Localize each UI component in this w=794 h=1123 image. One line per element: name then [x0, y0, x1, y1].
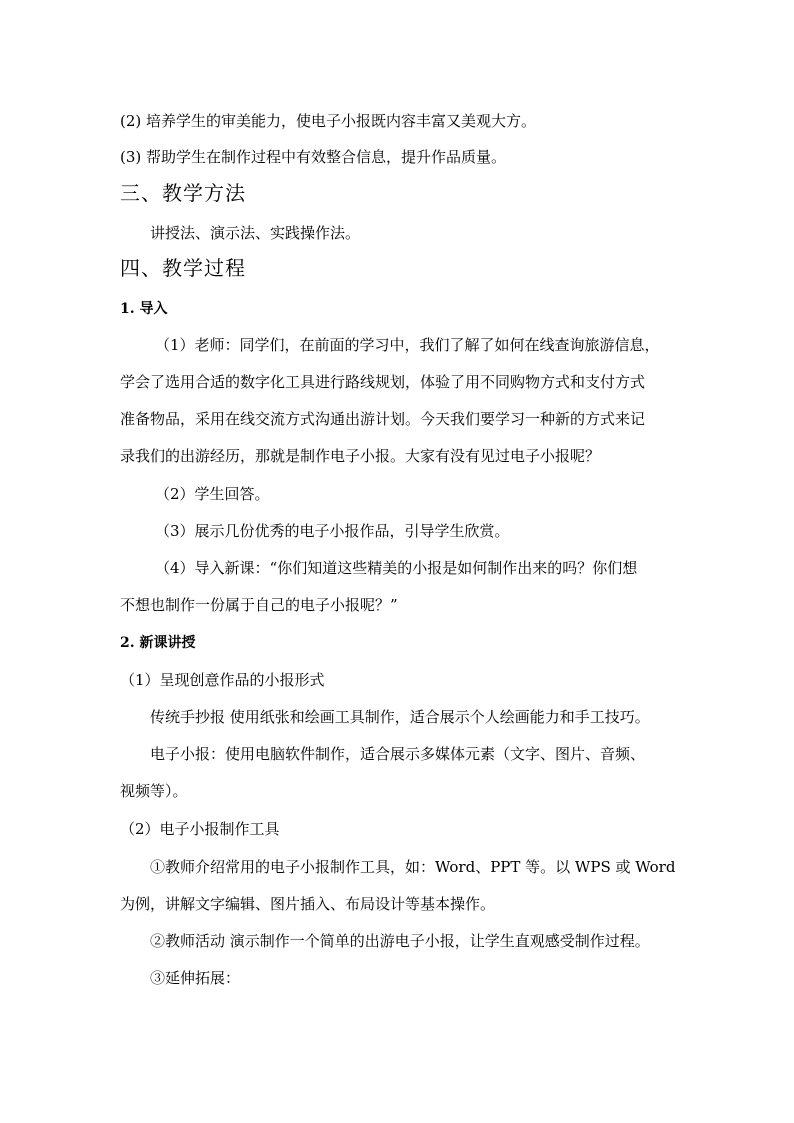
heading-teaching-methods: 三、教学方法	[120, 181, 246, 205]
objective-2: (2) 培养学生的审美能力，使电子小报既内容丰富又美观大方。	[120, 112, 537, 130]
intro-step-3: （3）展示几份优秀的电子小报作品，引导学生欣赏。	[155, 522, 510, 540]
electronic-newspaper-text: 电子小报：使用电脑软件制作，适合展示多媒体元素（文字、图片、音频、	[150, 745, 646, 763]
heading-teaching-process: 四、教学过程	[120, 256, 246, 280]
intro-paragraph-line: 准备物品，采用在线交流方式沟通出游计划。今天我们要学习一种新的方式来记	[120, 410, 646, 428]
handwritten-newspaper-text: 传统手抄报 使用纸张和绘画工具制作，适合展示个人绘画能力和手工技巧。	[150, 708, 650, 726]
intro-step-4: （4）导入新课：“你们知道这些精美的小报是如何制作出来的吗？你们想	[155, 559, 638, 577]
section-making-tools: （2）电子小报制作工具	[120, 820, 280, 838]
objective-3: (3) 帮助学生在制作过程中有效整合信息，提升作品质量。	[120, 148, 507, 166]
intro-step-4-cont: 不想也制作一份属于自己的电子小报呢？”	[120, 596, 398, 614]
teaching-methods-text: 讲授法、演示法、实践操作法。	[150, 224, 361, 242]
intro-paragraph-line: 学会了选用合适的数字化工具进行路线规划，体验了用不同购物方式和支付方式	[120, 373, 646, 391]
tools-item-2: ②教师活动 演示制作一个简单的出游电子小报，让学生直观感受制作过程。	[150, 932, 650, 950]
tools-item-1-cont: 为例，讲解文字编辑、图片插入、布局设计等基本操作。	[120, 895, 496, 913]
tools-item-1: ①教师介绍常用的电子小报制作工具，如：Word、PPT 等。以 WPS 或 Word	[150, 858, 676, 876]
heading-introduction: 1. 导入	[120, 301, 168, 317]
tools-item-3: ③延伸拓展：	[150, 969, 241, 987]
intro-paragraph-line: 录我们的出游经历，那就是制作电子小报。大家有没有见过电子小报呢？	[120, 447, 601, 465]
section-newspaper-forms: （1）呈现创意作品的小报形式	[120, 671, 325, 689]
intro-step-2: （2）学生回答。	[155, 485, 270, 503]
intro-paragraph-line: （1）老师：同学们，在前面的学习中，我们了解了如何在线查询旅游信息，	[155, 336, 660, 354]
heading-new-lesson: 2. 新课讲授	[120, 635, 196, 651]
electronic-newspaper-text-cont: 视频等）。	[120, 782, 188, 800]
